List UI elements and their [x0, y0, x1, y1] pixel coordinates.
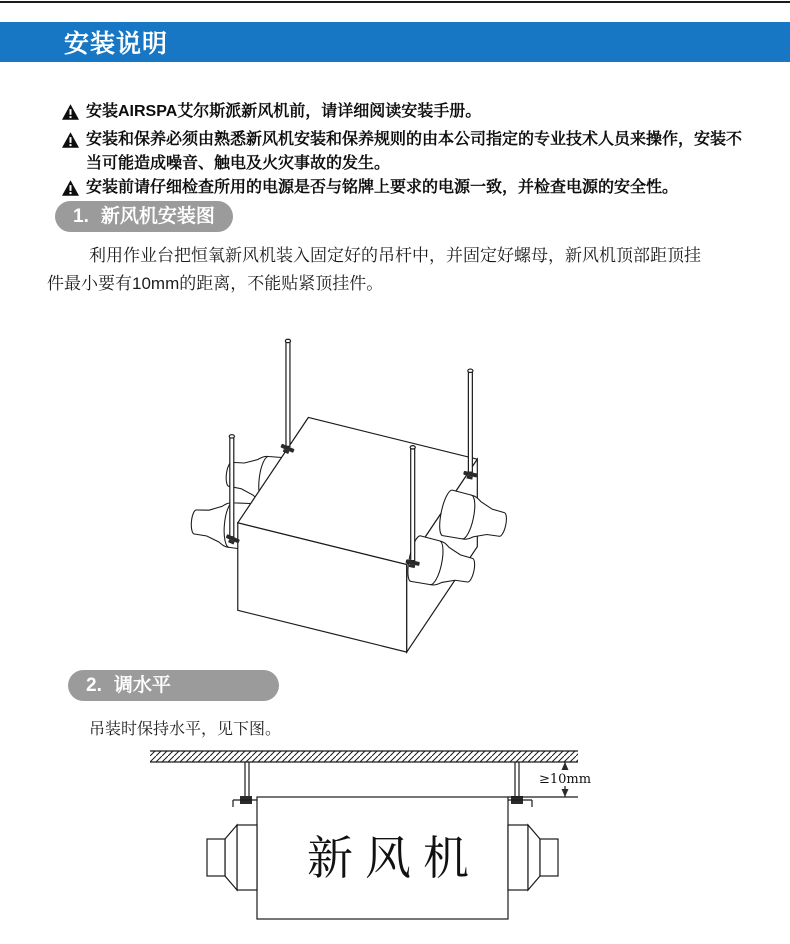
warning-text: 安装前请仔细检查所用的电源是否与铭牌上要求的电源一致，并检查电源的安全性。	[86, 179, 679, 196]
top-rule	[0, 1, 790, 3]
warning-item	[62, 100, 742, 128]
hanging-rod	[279, 339, 295, 455]
warning-icon	[62, 132, 79, 156]
warning-icon	[62, 104, 79, 128]
duct-left	[207, 825, 257, 890]
warnings-list	[62, 100, 742, 204]
duct-right	[508, 825, 558, 890]
warning-text: 安装AIRSPA艾尔斯派新风机前，请详细阅读安装手册。	[86, 103, 482, 120]
section-2-body: 吊装时保持水平，见下图。	[89, 721, 282, 738]
warning-text: 安装和保养必须由熟悉新风机安装和保养规则的由本公司指定的专业技术人员来操作，安装不当可能造成噪音、触电及火灾事故的发生。	[86, 131, 743, 172]
section-number: 2.	[86, 675, 102, 696]
warning-item	[62, 128, 742, 176]
dimension-label: ≥10mm	[538, 772, 592, 787]
dimension-annotation	[508, 762, 591, 797]
section-1-body: 利用作业台把恒氧新风机装入固定好的吊杆中，并固定好螺母，新风机顶部距顶挂件最小要有10mm的距离，不能贴紧顶挂件。	[47, 246, 701, 293]
page-header	[0, 22, 790, 62]
section-2-header	[68, 670, 279, 701]
level-adjust-diagram	[140, 746, 650, 941]
ceiling-hatch	[150, 751, 578, 762]
page-title: 安装说明	[64, 30, 169, 58]
section-title: 新风机安装图	[100, 206, 215, 227]
section-1-header	[55, 201, 233, 232]
section-title: 调水平	[113, 675, 171, 696]
installation-isometric-diagram	[150, 332, 580, 662]
section-number: 1.	[73, 206, 89, 227]
unit-label: 新风机	[307, 831, 481, 885]
warning-item	[62, 176, 742, 204]
